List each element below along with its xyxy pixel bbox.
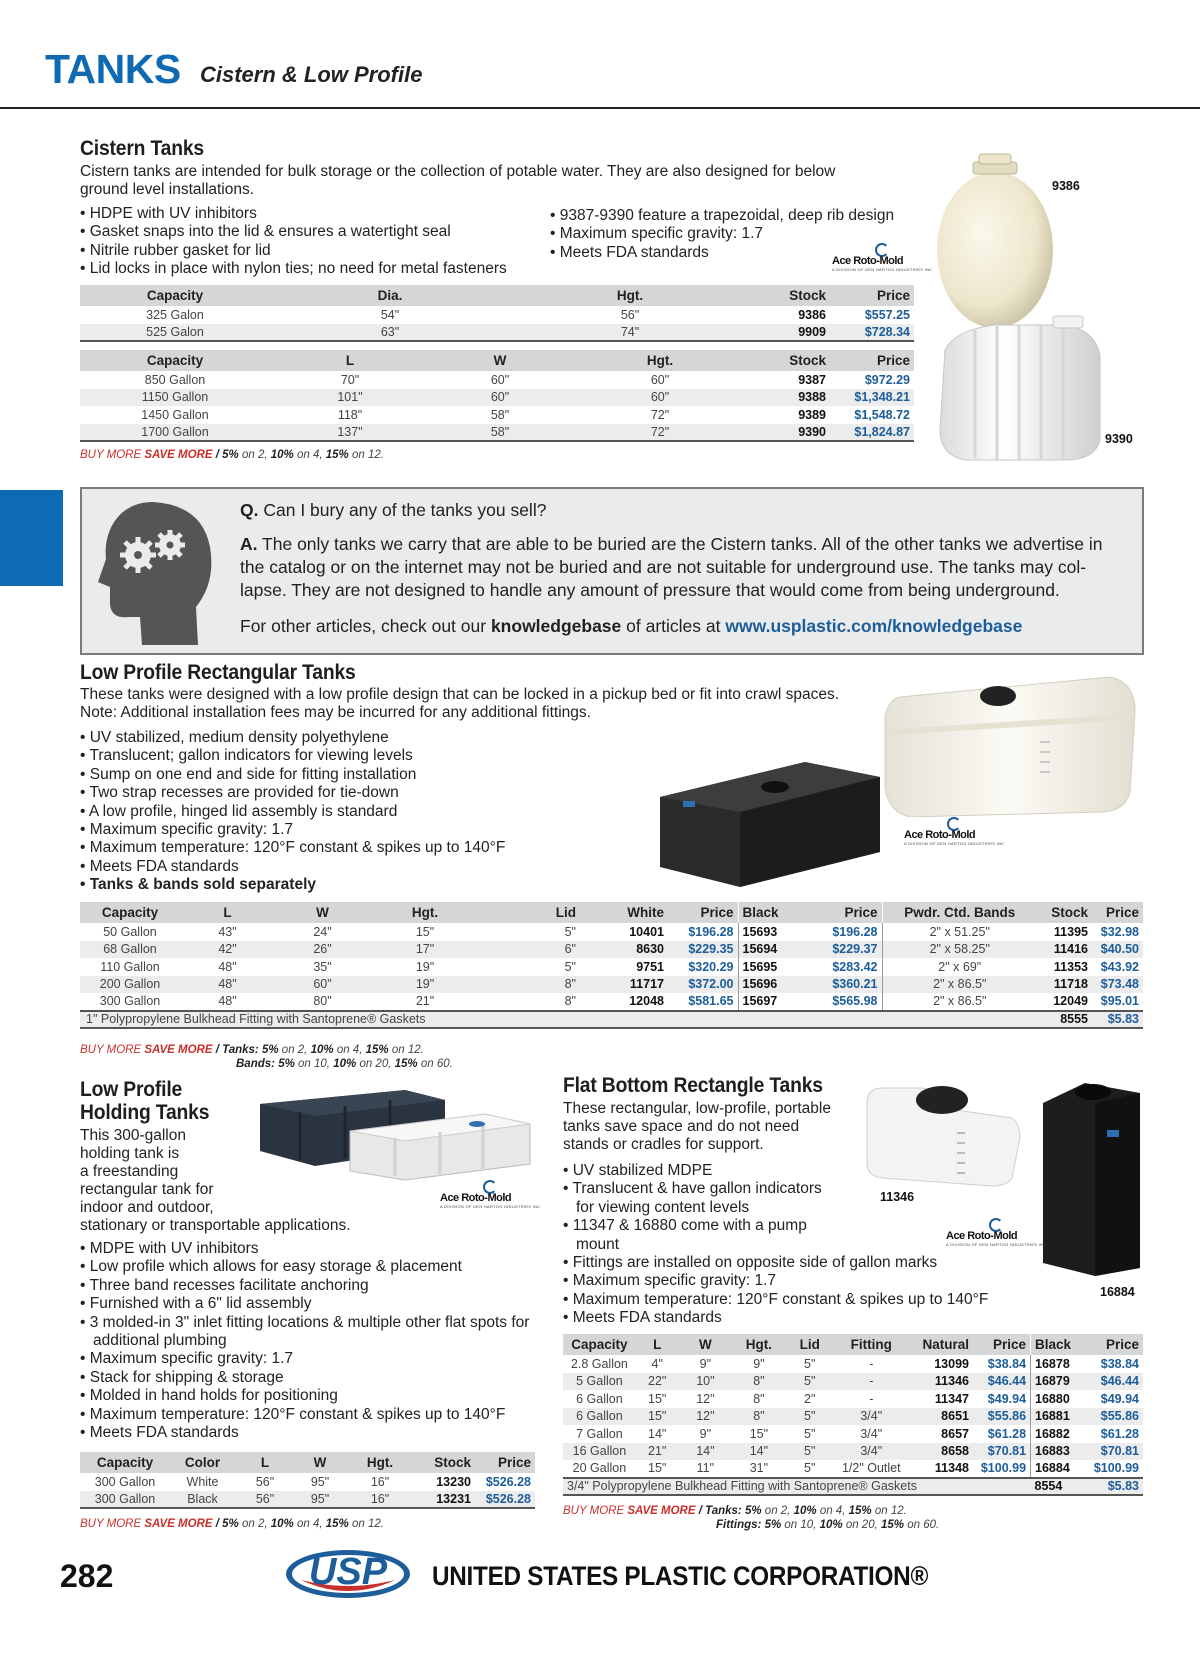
list-item: • Maximum specific gravity: 1.7 bbox=[80, 821, 640, 839]
list-item: • Maximum specific gravity: 1.7 bbox=[563, 1272, 1033, 1290]
column-header: Hgt. bbox=[510, 285, 750, 306]
list-item: • UV stabilized, medium density polyethylene bbox=[80, 729, 640, 747]
column-header: W bbox=[679, 1334, 733, 1355]
column-header: Lid bbox=[480, 902, 580, 923]
table-row: 7 Gallon 14" 9" 15" 5" 3/4" 8657 $61.28 16882 $61.28 bbox=[576, 1426, 1139, 1441]
holding-heading: Low Profile Holding Tanks bbox=[80, 1078, 210, 1124]
lowprofile-discount-note: BUY MORE SAVE MORE / Tanks: 5% on 2, 10% on 4, 15% on 12. bbox=[80, 1044, 424, 1056]
flat-heading: Flat Bottom Rectangle Tanks bbox=[563, 1074, 823, 1097]
page-number: 282 bbox=[60, 1558, 114, 1594]
column-header: Hgt. bbox=[370, 902, 480, 923]
section-tab bbox=[0, 490, 63, 586]
column-header: Price bbox=[973, 1334, 1031, 1355]
column-header: Hgt. bbox=[345, 1452, 415, 1473]
table-row: 200 Gallon 48" 60" 19" 8" 11717 $372.00 15696 $360.21 2" x 86.5" 11718 $73.48 bbox=[80, 976, 1143, 994]
flat-bullets-top bbox=[563, 1162, 841, 1254]
cistern-rect-tank-image bbox=[935, 310, 1105, 465]
column-header: Price bbox=[830, 285, 914, 306]
flat-black-tank-image bbox=[1035, 1078, 1145, 1278]
lowprofile-table bbox=[80, 902, 1143, 1029]
column-header: Black bbox=[738, 902, 812, 923]
list-item: • Maximum specific gravity: 1.7 bbox=[550, 225, 920, 243]
table-row: 3/4" Polypropylene Bulkhead Fitting with Santoprene® Gaskets 8554 $5.83 bbox=[563, 1478, 1143, 1496]
list-item: • Translucent & have gallon indicators for viewing content levels bbox=[563, 1180, 841, 1217]
list-item: • Low profile which allows for easy storage & placement bbox=[80, 1258, 550, 1276]
list-item: • Two strap recesses are provided for tie-down bbox=[80, 784, 640, 802]
table-row: 5 Gallon 22" 10" 8" 5" - 11346 $46.44 16879 $46.44 bbox=[563, 1373, 1143, 1391]
list-item: • Meets FDA standards bbox=[563, 1309, 1033, 1327]
cistern-heading: Cistern Tanks bbox=[80, 137, 204, 160]
list-item: • Sump on one end and side for fitting installation bbox=[80, 766, 640, 784]
list-item: • 11347 & 16880 come with a pump mount bbox=[563, 1217, 841, 1254]
image-label: 9386 bbox=[1052, 179, 1080, 193]
column-header: L bbox=[636, 1334, 679, 1355]
list-item: • Furnished with a 6" lid assembly bbox=[80, 1295, 550, 1313]
table-row: 300 Gallon 48" 80" 21" 8" 12048 $581.65 15697 $565.98 2" x 86.5" 12049 $95.01 bbox=[80, 993, 1143, 1011]
column-header: Price bbox=[1082, 1334, 1143, 1355]
list-item: • Maximum temperature: 120°F constant & spikes up to 140°F bbox=[563, 1291, 1033, 1309]
column-header: L bbox=[180, 902, 275, 923]
holding-bullets bbox=[80, 1240, 550, 1442]
column-header: Stock bbox=[750, 285, 830, 306]
list-item: • Gasket snaps into the lid & ensures a watertight seal bbox=[80, 223, 540, 241]
lowprofile-black-tank-image bbox=[655, 757, 885, 892]
table-row: 300 Gallon White 56" 95" 16" 13230 $526.28 bbox=[94, 1474, 531, 1489]
list-item: • Meets FDA standards bbox=[80, 858, 640, 876]
cistern-bullets-left bbox=[80, 205, 540, 279]
column-header: W bbox=[295, 1452, 345, 1473]
table-row: 50 Gallon 43" 24" 15" 5" 10401 $196.28 15693 $196.28 2" x 51.25" 11395 $32.98 bbox=[103, 924, 1139, 939]
list-item: • Maximum specific gravity: 1.7 bbox=[80, 1350, 550, 1368]
column-header: Hgt. bbox=[732, 1334, 786, 1355]
list-item: • UV stabilized MDPE bbox=[563, 1162, 841, 1180]
table-row: 2.8 Gallon 4" 9" 9" 5" - 13099 $38.84 16878 $38.84 bbox=[570, 1356, 1139, 1371]
list-item: • MDPE with UV inhibitors bbox=[80, 1240, 550, 1258]
flat-bullets-bottom bbox=[563, 1254, 1033, 1328]
flat-white-tank-image bbox=[862, 1078, 1022, 1188]
column-header: Fitting bbox=[834, 1334, 909, 1355]
header-divider bbox=[0, 107, 1200, 109]
lowprofile-description: These tanks were designed with a low profile design that can be locked in a pickup bed or fit into crawl spaces. Note: Additional installation fees may be incurred for any additional fittings. bbox=[80, 686, 840, 721]
column-header: Price bbox=[1092, 902, 1143, 923]
flat-description: These rectangular, low-profile, portable tanks save space and do not need stands or cradles for support. bbox=[563, 1100, 831, 1153]
column-header: Price bbox=[830, 350, 914, 371]
column-header: L bbox=[270, 350, 430, 371]
thinking-head-icon bbox=[98, 497, 216, 647]
table-row: 525 Galon 63" 74" 9909 $728.34 bbox=[80, 324, 914, 342]
list-item: • Translucent; gallon indicators for viewing levels bbox=[80, 747, 640, 765]
list-item: • Meets FDA standards bbox=[80, 1424, 550, 1442]
column-header: Stock bbox=[1037, 902, 1092, 923]
knowledgebase-link[interactable]: www.usplastic.com/knowledgebase bbox=[725, 616, 1023, 636]
list-item: • Stack for shipping & storage bbox=[80, 1369, 550, 1387]
list-item: • Maximum temperature: 120°F constant & spikes up to 140°F bbox=[80, 839, 640, 857]
table-row: 6 Gallon 15" 12" 8" 2" - 11347 $49.94 16880 $49.94 bbox=[576, 1391, 1139, 1406]
column-header: Price bbox=[668, 902, 738, 923]
ace-roto-mold-logo: Ace Roto-Mold A DIVISION OF DEN HARTOG INDUSTRIES INC bbox=[946, 1218, 1046, 1247]
column-header: Capacity bbox=[80, 285, 270, 306]
column-header: Stock bbox=[750, 350, 830, 371]
lowprofile-heading: Low Profile Rectangular Tanks bbox=[80, 661, 356, 684]
lowprofile-bands-discount-note: Bands: 5% on 10, 10% on 20, 15% on 60. bbox=[236, 1058, 453, 1070]
list-item: • A low profile, hinged lid assembly is standard bbox=[80, 803, 640, 821]
table-row: 325 Galon 54" 56" 9386 $557.25 bbox=[146, 307, 910, 322]
list-item: • Fittings are installed on opposite side of gallon marks bbox=[563, 1254, 1033, 1272]
cistern-discount-note: BUY MORE SAVE MORE / 5% on 2, 10% on 4, 15% on 12. bbox=[80, 449, 384, 461]
column-header: Price bbox=[475, 1452, 535, 1473]
list-item: • Maximum temperature: 120°F constant & spikes up to 140°F bbox=[80, 1406, 550, 1424]
holding-tanks-image bbox=[255, 1086, 535, 1181]
table-row: 1450 Gallon 118" 58" 72" 9389 $1,548.72 bbox=[141, 407, 910, 422]
table-row: 16 Gallon 21" 14" 14" 5" 3/4" 8658 $70.81 16883 $70.81 bbox=[563, 1443, 1143, 1461]
table-row: 1" Polypropylene Bulkhead Fitting with Santoprene® Gaskets 8555 $5.83 bbox=[80, 1011, 1143, 1029]
table-row: 850 Gallon 70" 60" 60" 9387 $972.29 bbox=[144, 372, 910, 387]
column-header: Natural bbox=[909, 1334, 973, 1355]
list-item: • Tanks & bands sold separately bbox=[80, 876, 640, 894]
column-header: Capacity bbox=[80, 902, 180, 923]
column-header: Pwdr. Ctd. Bands bbox=[882, 902, 1037, 923]
image-label: 16884 bbox=[1100, 1285, 1135, 1299]
column-header: Capacity bbox=[563, 1334, 636, 1355]
faq-answer: A. The only tanks we carry that are able to be buried are the Cistern tanks. All of the other tanks we advertise in the catalog or on the internet may not be buried and are not suitable for underground use. The tanks may col-lapse. They are not designed to handle any amount of pressure that would come from being underground. bbox=[240, 534, 1103, 600]
list-item: • HDPE with UV inhibitors bbox=[80, 205, 540, 223]
column-header: Capacity bbox=[80, 350, 270, 371]
column-header: White bbox=[580, 902, 668, 923]
column-header: Black bbox=[1031, 1334, 1082, 1355]
table-row: 1150 Gallon 101" 60" 60" 9388 $1,348.21 bbox=[80, 389, 914, 407]
faq-more-articles: For other articles, check out our knowledgebase of articles at www.usplastic.com/knowledgebase bbox=[240, 616, 1023, 636]
image-label: 11346 bbox=[880, 1190, 915, 1204]
holding-description: This 300-gallon holding tank is a freestanding rectangular tank for indoor and outdoor, stationary or transportable applications. bbox=[80, 1127, 351, 1234]
column-header: Hgt. bbox=[570, 350, 750, 371]
list-item: • Meets FDA standards bbox=[550, 244, 920, 262]
image-label: 9390 bbox=[1105, 432, 1133, 446]
column-header: L bbox=[235, 1452, 295, 1473]
ace-roto-mold-logo: Ace Roto-Mold A DIVISION OF DEN HARTOG INDUSTRIES INC bbox=[440, 1180, 540, 1209]
table-row: 68 Gallon 42" 26" 17" 6" 8630 $229.35 15694 $229.37 2" x 58.25" 11416 $40.50 bbox=[80, 941, 1143, 959]
cistern-table-round bbox=[80, 285, 914, 342]
usp-logo-text: USP bbox=[308, 1551, 388, 1593]
faq-question: Q. Can I bury any of the tanks you sell? bbox=[240, 500, 547, 520]
page-title: TANKS bbox=[45, 46, 181, 92]
usp-logo bbox=[283, 1540, 413, 1602]
table-row: 6 Gallon 15" 12" 8" 5" 3/4" 8651 $55.86 16881 $55.86 bbox=[563, 1408, 1143, 1426]
ace-roto-mold-logo: Ace Roto-Mold A DIVISION OF DEN HARTOG INDUSTRIES INC bbox=[832, 243, 932, 272]
list-item: • Lid locks in place with nylon ties; no need for metal fasteners bbox=[80, 260, 540, 278]
list-item: • 3 molded-in 3" inlet fitting locations & multiple other flat spots for additional plumbing bbox=[80, 1314, 550, 1351]
table-row: 1700 Gallon 137" 58" 72" 9390 $1,824.87 bbox=[80, 424, 914, 442]
cistern-table-rect bbox=[80, 350, 914, 442]
list-item: • 9387-9390 feature a trapezoidal, deep rib design bbox=[550, 207, 920, 225]
list-item: • Three band recesses facilitate anchoring bbox=[80, 1277, 550, 1295]
lowprofile-white-tank-image bbox=[880, 672, 1140, 817]
table-row: 110 Gallon 48" 35" 19" 5" 9751 $320.29 15695 $283.42 2" x 69" 11353 $43.92 bbox=[100, 959, 1139, 974]
table-row: 20 Gallon 15" 11" 31" 5" 1/2" Outlet 11348 $100.99 16884 $100.99 bbox=[563, 1460, 1143, 1478]
lowprofile-bullets bbox=[80, 729, 640, 895]
list-item: • Nitrile rubber gasket for lid bbox=[80, 242, 540, 260]
column-header: Stock bbox=[415, 1452, 475, 1473]
page-subtitle: Cistern & Low Profile bbox=[200, 62, 423, 87]
flat-fittings-discount-note: Fittings: 5% on 10, 10% on 20, 15% on 60. bbox=[716, 1519, 940, 1531]
holding-discount-note: BUY MORE SAVE MORE / 5% on 2, 10% on 4, 15% on 12. bbox=[80, 1518, 384, 1530]
flat-discount-note: BUY MORE SAVE MORE / Tanks: 5% on 2, 10% on 4, 15% on 12. bbox=[563, 1505, 907, 1517]
ace-roto-mold-logo: Ace Roto-Mold A DIVISION OF DEN HARTOG INDUSTRIES INC bbox=[904, 817, 1004, 846]
cistern-description: Cistern tanks are intended for bulk storage or the collection of potable water. They are also designed for below ground level installations. bbox=[80, 163, 836, 198]
flat-table bbox=[563, 1334, 1143, 1496]
column-header: W bbox=[275, 902, 370, 923]
list-item: • Molded in hand holds for positioning bbox=[80, 1387, 550, 1405]
holding-table bbox=[80, 1452, 535, 1509]
column-header: Price bbox=[812, 902, 882, 923]
column-header: Dia. bbox=[270, 285, 510, 306]
column-header: W bbox=[430, 350, 570, 371]
company-name: UNITED STATES PLASTIC CORPORATION® bbox=[432, 1561, 929, 1591]
table-row: 300 Gallon Black 56" 95" 16" 13231 $526.28 bbox=[80, 1491, 535, 1509]
column-header: Lid bbox=[786, 1334, 834, 1355]
column-header: Capacity bbox=[80, 1452, 170, 1473]
column-header: Color bbox=[170, 1452, 235, 1473]
